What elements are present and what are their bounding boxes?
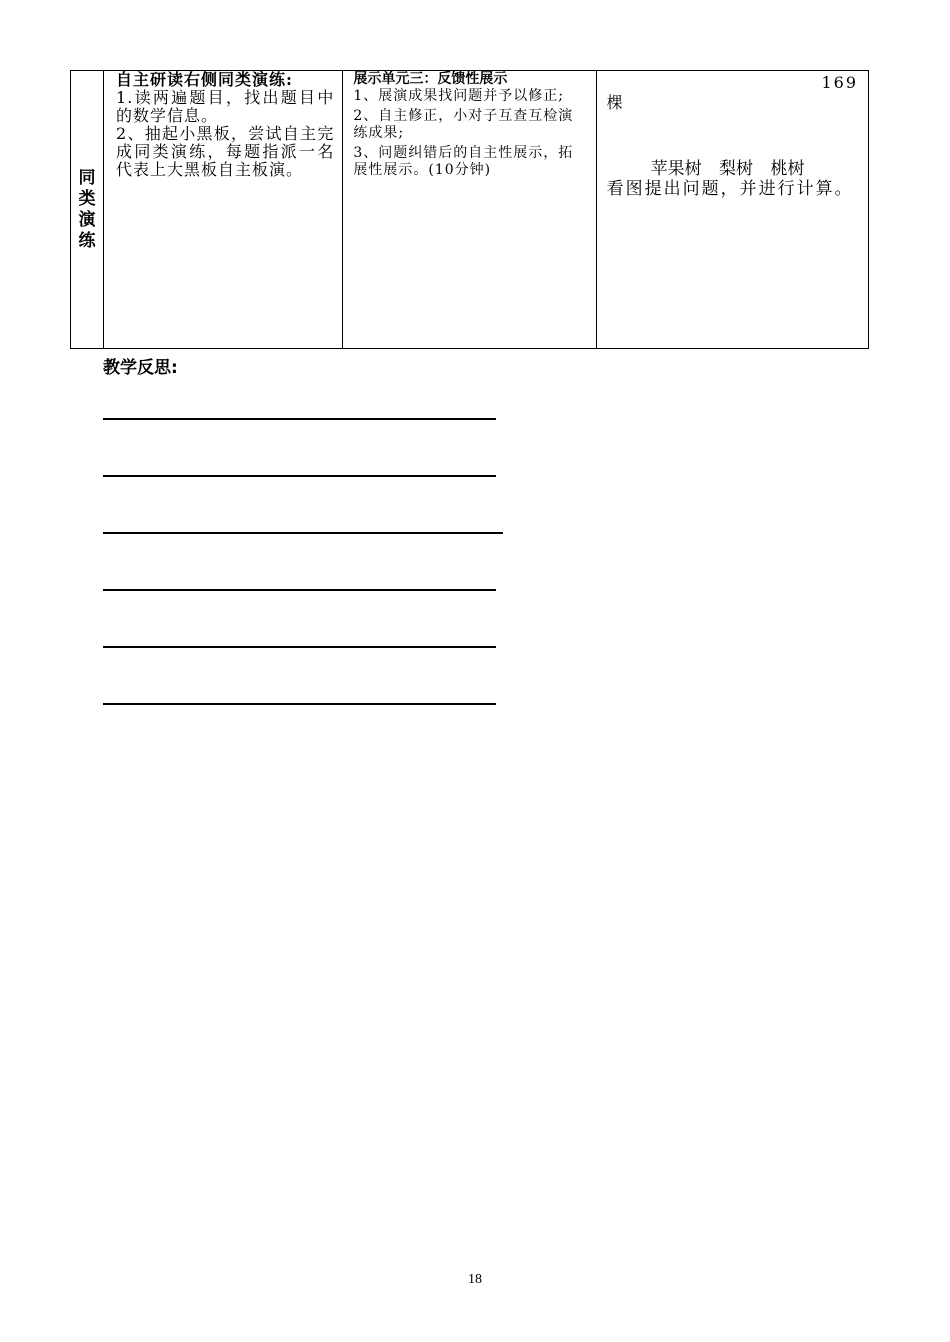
exercise-unit: 棵 [606,93,623,112]
reflection-title: 教学反思: [103,358,178,378]
exercise-cell [596,71,868,349]
reflection-line [103,475,496,477]
reflection-line [103,646,496,648]
reflection-line [103,703,496,705]
teacher-guidance-step: 2、自主修正，小对子互查互检演练成果; [353,108,574,141]
teacher-guidance-step: 3、问题纠错后的自主性展示，拓展性展示。(10分钟) [353,145,574,178]
practice-table [70,70,869,349]
section-label-char: 类 [78,188,96,209]
reflection-line [103,532,503,534]
student-activity-cell [104,71,343,349]
student-activity-heading: 自主研读右侧同类演练: [116,70,293,89]
section-label [71,71,104,349]
student-activity-step: 2、抽起小黑板，尝试自主完成同类演练，每题指派一名代表上大黑板自主板演。 [116,124,335,179]
exercise-number: 169 [821,73,858,92]
teacher-guidance-cell [343,71,596,349]
section-label-char: 演 [78,209,96,230]
exercise-question: 看图提出问题，并进行计算。 [606,179,854,199]
teacher-guidance-heading: 展示单元三：反馈性展示 [353,71,508,87]
section-label-char: 练 [78,230,96,251]
page-number: 18 [468,1272,482,1287]
reflection-line [103,418,496,420]
table-row [71,71,869,349]
teacher-guidance-step: 1、展演成果找问题并予以修正; [353,88,564,104]
student-activity-step: 1.读两遍题目，找出题目中的数学信息。 [116,88,335,125]
reflection-line [103,589,496,591]
section-label-char: 同 [78,167,96,188]
exercise-tree-labels: 苹果树 梨树 桃树 [650,159,805,179]
